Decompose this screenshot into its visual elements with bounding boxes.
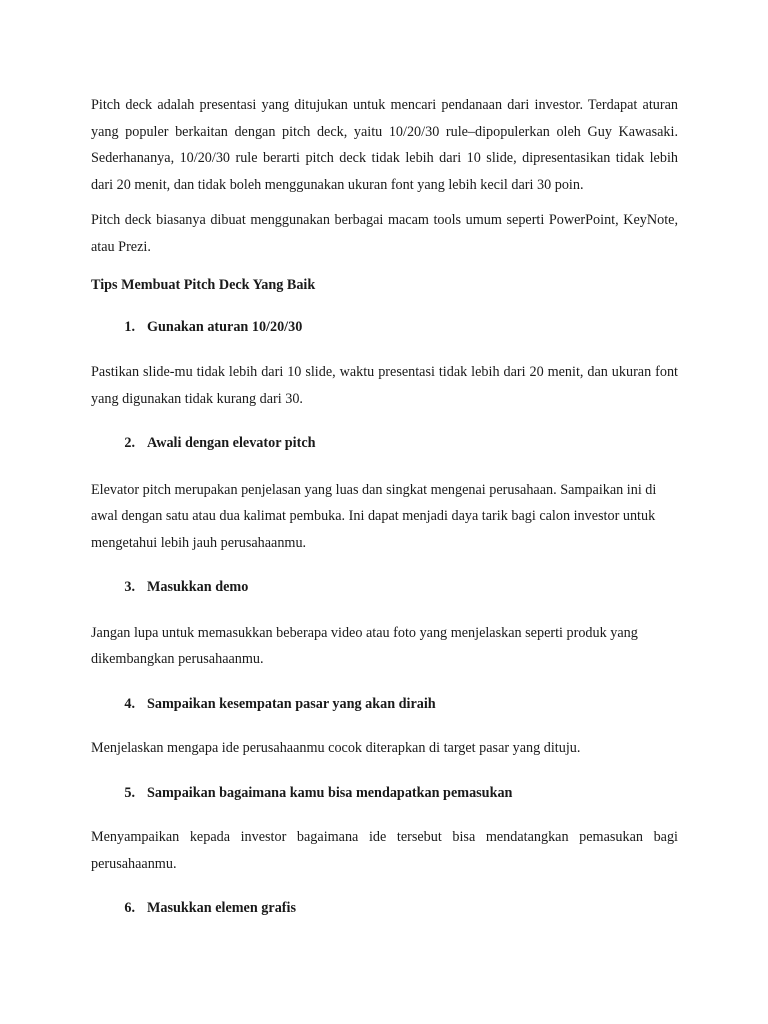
tip-title: Gunakan aturan 10/20/30 xyxy=(147,318,303,335)
tip-title: Sampaikan bagaimana kamu bisa mendapatkan pemasukan xyxy=(147,784,513,801)
intro-paragraph-1: Pitch deck adalah presentasi yang ditujukan untuk mencari pendanaan dari investor. Terdapat aturan yang populer berkaitan dengan pitch deck, yaitu 10/20/30 rule–dipopulerkan oleh Guy Kawasaki. Sederhananya, 10/20/30 rule berarti pitch deck tidak lebih dari 10 slide, dipresentasikan tidak lebih dari 20 menit, dan tidak boleh menggunakan ukuran font yang lebih kecil dari 30 poin. xyxy=(91,97,678,193)
tip-body-5: Menyampaikan kepada investor bagaimana ide tersebut bisa mendatangkan pemasukan bagi perusahaanmu. xyxy=(91,829,678,872)
tip-heading-4 xyxy=(91,691,678,718)
tip-number: 5. xyxy=(124,784,135,801)
tip-body-4: Menjelaskan mengapa ide perusahaanmu cocok diterapkan di target pasar yang dituju. xyxy=(91,740,581,756)
tip-heading-5 xyxy=(91,780,678,807)
document-page xyxy=(91,92,678,922)
tip-title: Sampaikan kesempatan pasar yang akan diraih xyxy=(147,695,436,712)
tip-number: 1. xyxy=(124,318,135,335)
tip-heading-1 xyxy=(91,314,678,341)
tip-heading-2 xyxy=(91,430,678,457)
tip-heading-3 xyxy=(91,574,678,601)
tip-number: 4. xyxy=(124,695,135,712)
tip-number: 6. xyxy=(124,900,135,916)
tip-title: Masukkan elemen grafis xyxy=(147,900,296,916)
tip-number: 2. xyxy=(124,435,135,451)
tip-body-2: Elevator pitch merupakan penjelasan yang luas dan singkat mengenai perusahaan. Sampaikan ini di awal dengan satu atau dua kalimat pembuka. Ini dapat menjadi daya tarik bagi calon investor untuk mengetahui lebih jauh perusahaanmu. xyxy=(91,481,657,551)
tip-title: Awali dengan elevator pitch xyxy=(147,435,316,451)
section-title: Tips Membuat Pitch Deck Yang Baik xyxy=(91,277,316,293)
intro-paragraph-2: Pitch deck biasanya dibuat menggunakan berbagai macam tools umum seperti PowerPoint, KeyNote, atau Prezi. xyxy=(91,212,678,255)
tip-number: 3. xyxy=(124,579,135,595)
tip-body-3: Jangan lupa untuk memasukkan beberapa video atau foto yang menjelaskan seperti produk yang dikembangkan perusahaanmu. xyxy=(91,624,638,667)
tip-heading-6 xyxy=(91,895,678,922)
tip-body-1: Pastikan slide-mu tidak lebih dari 10 slide, waktu presentasi tidak lebih dari 20 menit, dan ukuran font yang digunakan tidak kurang dari 30. xyxy=(91,364,678,407)
tip-title: Masukkan demo xyxy=(147,579,249,595)
